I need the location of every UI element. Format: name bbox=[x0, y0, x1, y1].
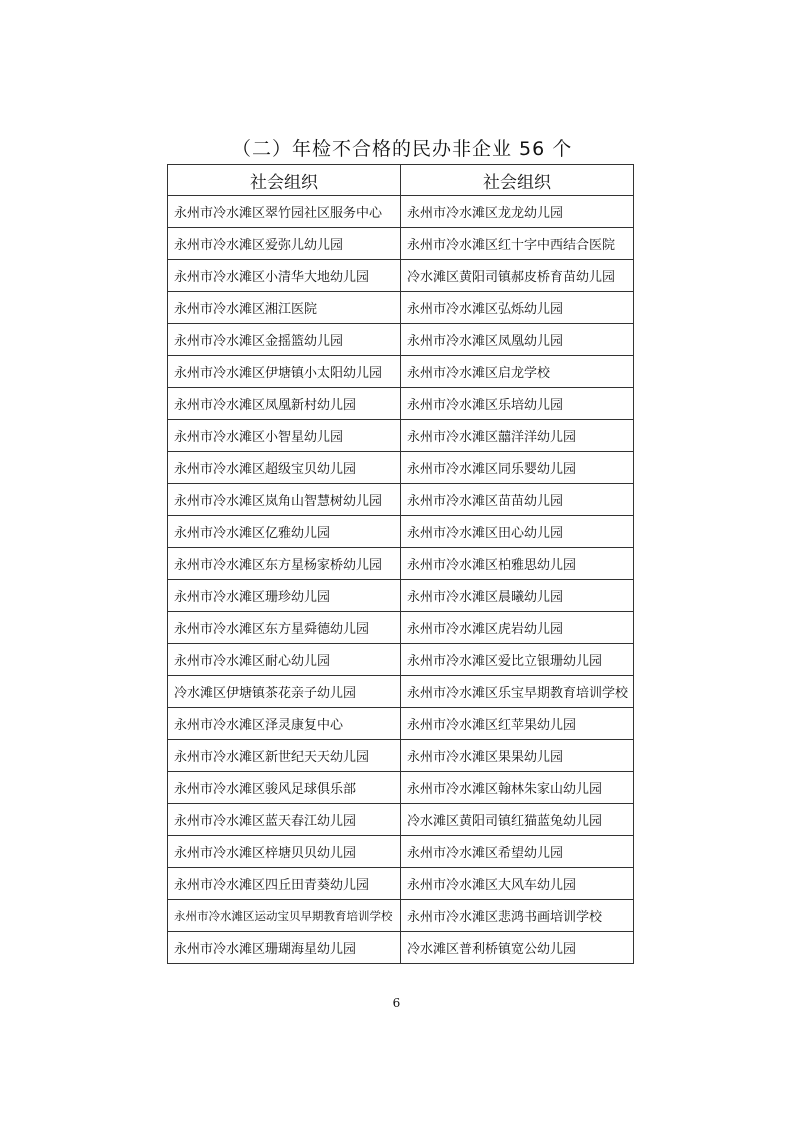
org-name-left: 永州市冷水滩区湘江医院 bbox=[168, 292, 401, 324]
org-name-right: 永州市冷水滩区田心幼儿园 bbox=[401, 516, 634, 548]
org-name-left: 永州市冷水滩区泽灵康复中心 bbox=[168, 708, 401, 740]
org-name-right: 永州市冷水滩区晨曦幼儿园 bbox=[401, 580, 634, 612]
org-name-left: 永州市冷水滩区超级宝贝幼儿园 bbox=[168, 452, 401, 484]
column-header-right: 社会组织 bbox=[401, 165, 634, 196]
org-name-left: 永州市冷水滩区爱弥儿幼儿园 bbox=[168, 228, 401, 260]
org-name-left: 永州市冷水滩区珊瑚海星幼儿园 bbox=[168, 932, 401, 964]
table-row bbox=[168, 324, 634, 356]
org-name-left: 永州市冷水滩区小智星幼儿园 bbox=[168, 420, 401, 452]
table-row bbox=[168, 452, 634, 484]
org-name-left: 永州市冷水滩区小清华大地幼儿园 bbox=[168, 260, 401, 292]
org-name-left: 永州市冷水滩区翠竹园社区服务中心 bbox=[168, 196, 401, 228]
org-name-left: 冷水滩区伊塘镇茶花亲子幼儿园 bbox=[168, 676, 401, 708]
org-name-right: 永州市冷水滩区乐培幼儿园 bbox=[401, 388, 634, 420]
table-row bbox=[168, 868, 634, 900]
table-body bbox=[168, 196, 634, 964]
organizations-table bbox=[167, 164, 634, 964]
org-name-right: 永州市冷水滩区悲鸿书画培训学校 bbox=[401, 900, 634, 932]
org-name-right: 冷水滩区黄阳司镇红猫蓝兔幼儿园 bbox=[401, 804, 634, 836]
org-name-right: 永州市冷水滩区爱比立银珊幼儿园 bbox=[401, 644, 634, 676]
table-row bbox=[168, 580, 634, 612]
table-row bbox=[168, 356, 634, 388]
org-name-left: 永州市冷水滩区新世纪天天幼儿园 bbox=[168, 740, 401, 772]
org-name-right: 永州市冷水滩区弘烁幼儿园 bbox=[401, 292, 634, 324]
table-row bbox=[168, 292, 634, 324]
org-name-right: 永州市冷水滩区凤凰幼儿园 bbox=[401, 324, 634, 356]
org-name-left: 永州市冷水滩区耐心幼儿园 bbox=[168, 644, 401, 676]
table-row bbox=[168, 740, 634, 772]
table-row bbox=[168, 484, 634, 516]
table-row bbox=[168, 420, 634, 452]
page-number: 6 bbox=[392, 996, 401, 1010]
org-name-left: 永州市冷水滩区岚角山智慧树幼儿园 bbox=[168, 484, 401, 516]
org-name-right: 永州市冷水滩区囍洋洋幼儿园 bbox=[401, 420, 634, 452]
section-title: （二）年检不合格的民办非企业 56 个 bbox=[232, 138, 573, 160]
table-row bbox=[168, 228, 634, 260]
org-name-left: 永州市冷水滩区运动宝贝早期教育培训学校 bbox=[168, 900, 401, 932]
column-header-left: 社会组织 bbox=[168, 165, 401, 196]
table-row bbox=[168, 836, 634, 868]
org-name-right: 永州市冷水滩区果果幼儿园 bbox=[401, 740, 634, 772]
table-row bbox=[168, 196, 634, 228]
org-name-right: 永州市冷水滩区乐宝早期教育培训学校 bbox=[401, 676, 634, 708]
org-name-left: 永州市冷水滩区东方星杨家桥幼儿园 bbox=[168, 548, 401, 580]
org-name-right: 永州市冷水滩区虎岩幼儿园 bbox=[401, 612, 634, 644]
org-name-left: 永州市冷水滩区金摇篮幼儿园 bbox=[168, 324, 401, 356]
org-name-right: 冷水滩区普利桥镇宽公幼儿园 bbox=[401, 932, 634, 964]
org-name-left: 永州市冷水滩区伊塘镇小太阳幼儿园 bbox=[168, 356, 401, 388]
org-name-right: 永州市冷水滩区苗苗幼儿园 bbox=[401, 484, 634, 516]
org-name-left: 永州市冷水滩区东方星舜德幼儿园 bbox=[168, 612, 401, 644]
org-name-right: 冷水滩区黄阳司镇郝皮桥育苗幼儿园 bbox=[401, 260, 634, 292]
table-row bbox=[168, 708, 634, 740]
org-name-left: 永州市冷水滩区蓝天春江幼儿园 bbox=[168, 804, 401, 836]
table-row bbox=[168, 516, 634, 548]
table-row bbox=[168, 644, 634, 676]
table-row bbox=[168, 548, 634, 580]
table-row bbox=[168, 804, 634, 836]
org-name-left: 永州市冷水滩区亿雅幼儿园 bbox=[168, 516, 401, 548]
table-row bbox=[168, 260, 634, 292]
org-name-left: 永州市冷水滩区骏风足球俱乐部 bbox=[168, 772, 401, 804]
table-row bbox=[168, 676, 634, 708]
table-row bbox=[168, 772, 634, 804]
org-name-left: 永州市冷水滩区四丘田青葵幼儿园 bbox=[168, 868, 401, 900]
org-name-right: 永州市冷水滩区龙龙幼儿园 bbox=[401, 196, 634, 228]
org-name-right: 永州市冷水滩区柏雅思幼儿园 bbox=[401, 548, 634, 580]
org-name-right: 永州市冷水滩区希望幼儿园 bbox=[401, 836, 634, 868]
org-name-right: 永州市冷水滩区大风车幼儿园 bbox=[401, 868, 634, 900]
table-header-row bbox=[168, 165, 634, 196]
table-row bbox=[168, 900, 634, 932]
org-name-right: 永州市冷水滩区翰林朱家山幼儿园 bbox=[401, 772, 634, 804]
table-row bbox=[168, 388, 634, 420]
org-name-right: 永州市冷水滩区红十字中西结合医院 bbox=[401, 228, 634, 260]
org-name-left: 永州市冷水滩区凤凰新村幼儿园 bbox=[168, 388, 401, 420]
org-name-right: 永州市冷水滩区启龙学校 bbox=[401, 356, 634, 388]
org-name-right: 永州市冷水滩区红苹果幼儿园 bbox=[401, 708, 634, 740]
org-name-left: 永州市冷水滩区梓塘贝贝幼儿园 bbox=[168, 836, 401, 868]
table-row bbox=[168, 932, 634, 964]
table-row bbox=[168, 612, 634, 644]
org-name-left: 永州市冷水滩区珊珍幼儿园 bbox=[168, 580, 401, 612]
org-name-right: 永州市冷水滩区同乐婴幼儿园 bbox=[401, 452, 634, 484]
